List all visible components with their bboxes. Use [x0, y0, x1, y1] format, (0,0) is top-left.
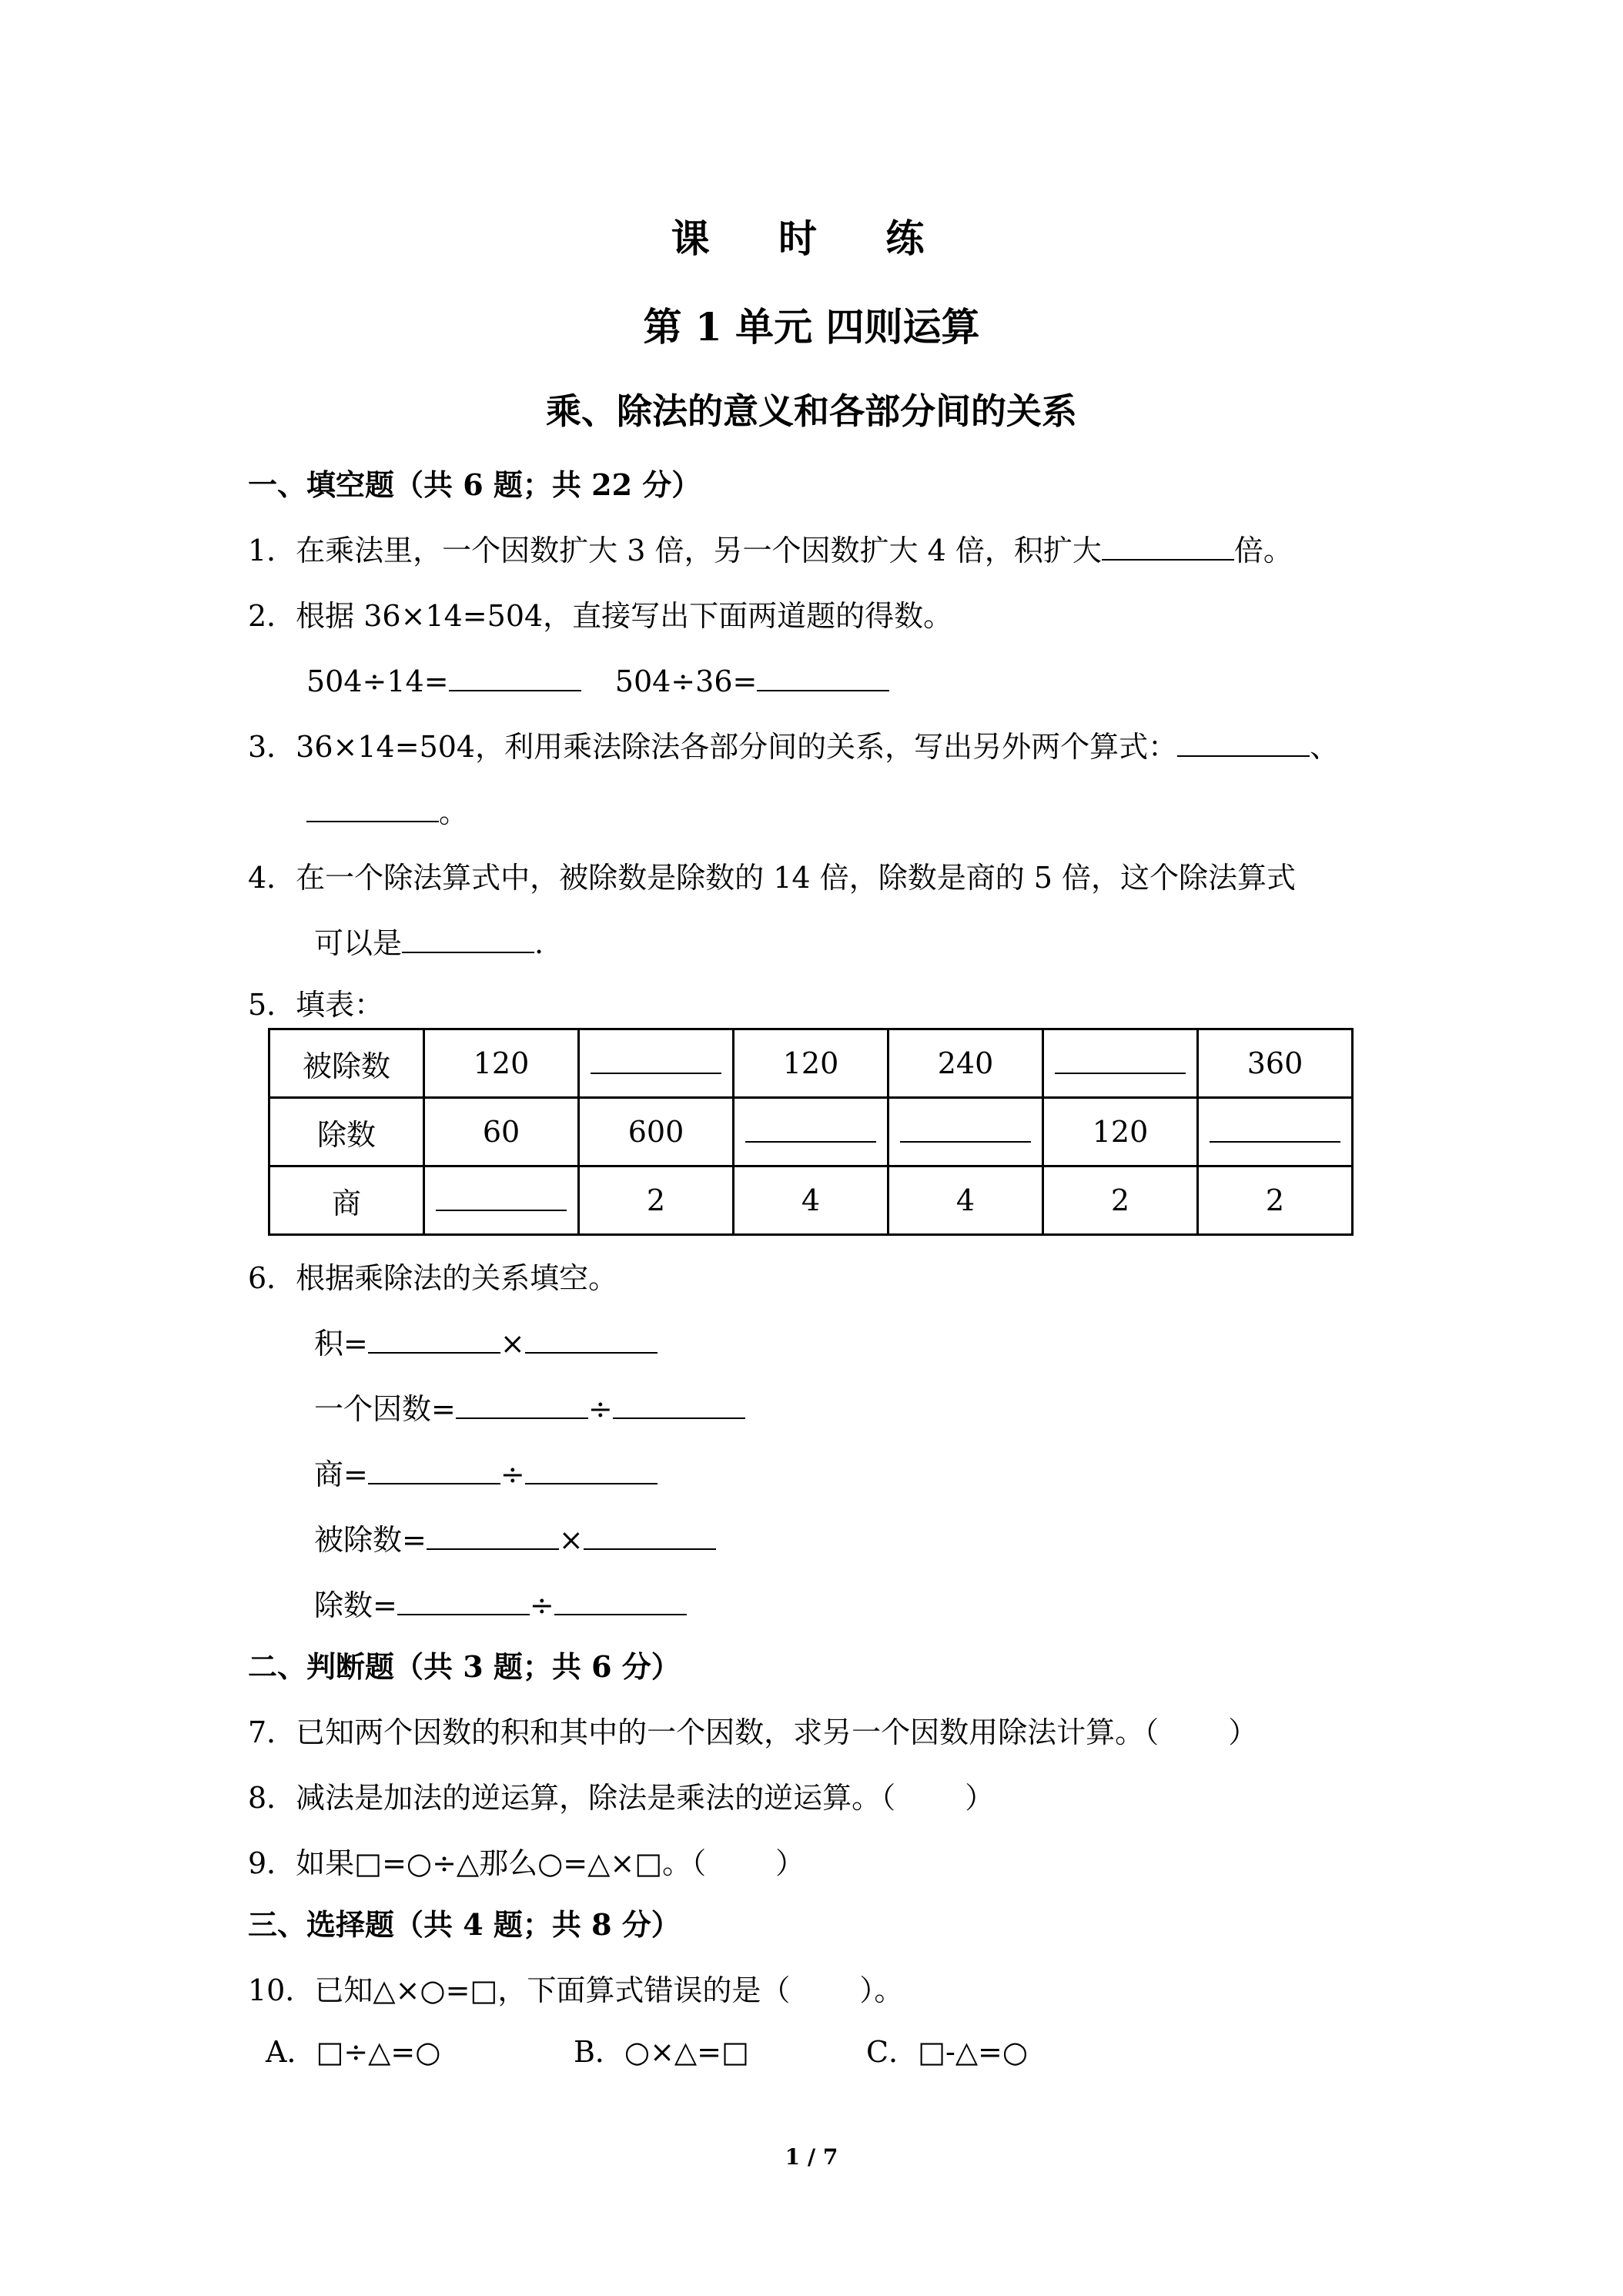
q6-line-1 [314, 1324, 658, 1363]
q6-line-5 [314, 1586, 687, 1625]
question-3 [248, 728, 1339, 766]
table-cell [579, 1029, 734, 1098]
table-cell: 商 [269, 1166, 424, 1235]
table-cell: 600 [579, 1098, 734, 1166]
table-cell: 2 [1043, 1166, 1198, 1235]
times-symbol: × [500, 1327, 525, 1361]
fill-table [268, 1028, 1354, 1236]
answer-blank[interactable] [402, 925, 534, 953]
section2-heading: 二、判断题（共 3 题；共 6 分） [248, 1649, 681, 1684]
table-cell [1198, 1098, 1353, 1166]
question-7 [248, 1713, 1257, 1752]
question-2-items [306, 662, 889, 701]
question-4-line2 [314, 924, 544, 962]
table-row [269, 1098, 1353, 1166]
q4-line2: 可以是 [314, 926, 403, 960]
answer-blank[interactable] [1055, 1046, 1186, 1074]
table-cell [1043, 1029, 1198, 1098]
doc-title: 课 时 练 [671, 216, 952, 261]
table-cell: 2 [579, 1166, 734, 1235]
table-cell: 4 [888, 1166, 1043, 1235]
answer-blank[interactable] [449, 664, 581, 691]
q6-l2: 一个因数= [314, 1392, 456, 1426]
option-c[interactable]: C．□-△=○ [866, 2035, 1029, 2069]
page-number: 1 / 7 [785, 2144, 838, 2170]
answer-blank[interactable] [456, 1391, 588, 1419]
q3-text: 3．36×14=504，利用乘法除法各部分间的关系，写出另外两个算式： [248, 730, 1178, 764]
q6-line-2 [314, 1390, 745, 1428]
q3-end: 。 [439, 795, 469, 829]
table-cell: 被除数 [269, 1029, 424, 1098]
q6-l4: 被除数= [314, 1523, 427, 1557]
table-row [269, 1029, 1353, 1098]
table-cell: 120 [1043, 1098, 1198, 1166]
q9-end: ） [775, 1846, 805, 1880]
table-cell: 240 [888, 1029, 1043, 1098]
q3-sep: 、 [1310, 730, 1340, 764]
table-cell: 120 [734, 1029, 888, 1098]
q6-l3: 商= [314, 1458, 368, 1491]
answer-blank[interactable] [1102, 533, 1234, 561]
answer-blank[interactable] [900, 1115, 1031, 1143]
answer-blank[interactable] [757, 664, 889, 691]
answer-blank[interactable] [525, 1457, 658, 1484]
question-5: 5．填表： [248, 988, 384, 1022]
question-10 [248, 1971, 903, 2010]
question-8 [248, 1779, 994, 1817]
q6-line-3 [314, 1455, 658, 1494]
table-cell: 360 [1198, 1029, 1353, 1098]
table-cell: 120 [424, 1029, 579, 1098]
div-symbol: ÷ [529, 1588, 554, 1622]
table-cell [734, 1098, 888, 1166]
lesson-title: 乘、除法的意义和各部分间的关系 [546, 390, 1077, 432]
table-cell: 4 [734, 1166, 888, 1235]
q6-l1: 积= [314, 1327, 368, 1361]
q1-after: 倍。 [1233, 534, 1293, 567]
div-symbol: ÷ [500, 1458, 525, 1491]
answer-blank[interactable] [1210, 1115, 1340, 1143]
table-cell: 60 [424, 1098, 579, 1166]
answer-blank[interactable] [436, 1183, 567, 1211]
q10-end: ）。 [859, 1973, 904, 2007]
answer-blank[interactable] [745, 1115, 876, 1143]
answer-blank[interactable] [1177, 729, 1310, 757]
question-6: 6．根据乘除法的关系填空。 [248, 1261, 618, 1295]
table-cell [424, 1166, 579, 1235]
question-9 [248, 1844, 805, 1883]
answer-blank[interactable] [306, 795, 439, 822]
q7-text: 7．已知两个因数的积和其中的一个因数，求另一个因数用除法计算。（ [248, 1715, 1160, 1749]
answer-blank[interactable] [368, 1326, 500, 1354]
table-cell: 除数 [269, 1098, 424, 1166]
table-cell: 2 [1198, 1166, 1353, 1235]
option-b[interactable]: B．○×△=□ [574, 2035, 749, 2069]
answer-blank[interactable] [427, 1522, 559, 1550]
question-2: 2．根据 36×14=504，直接写出下面两道题的得数。 [248, 599, 953, 633]
q7-end: ） [1228, 1715, 1258, 1749]
question-4: 4．在一个除法算式中，被除数是除数的 14 倍，除数是商的 5 倍，这个除法算式 [248, 861, 1297, 895]
unit-title: 第 1 单元 四则运算 [643, 304, 980, 350]
table-cell [888, 1098, 1043, 1166]
answer-blank[interactable] [554, 1588, 687, 1615]
section3-heading: 三、选择题（共 4 题；共 8 分） [248, 1907, 681, 1942]
option-a[interactable]: A．□÷△=○ [266, 2035, 441, 2069]
table-row [269, 1166, 1353, 1235]
q1-text: 1．在乘法里，一个因数扩大 3 倍，另一个因数扩大 4 倍，积扩大 [248, 534, 1102, 567]
q8-text: 8．减法是加法的逆运算，除法是乘法的逆运算。（ [248, 1781, 896, 1815]
answer-blank[interactable] [525, 1326, 658, 1354]
div-symbol: ÷ [587, 1392, 613, 1426]
question-1 [248, 531, 1293, 570]
answer-blank[interactable] [584, 1522, 716, 1550]
q6-l5: 除数= [314, 1588, 397, 1622]
times-symbol: × [558, 1523, 584, 1557]
q6-line-4 [314, 1521, 716, 1559]
q8-end: ） [965, 1781, 995, 1815]
answer-blank[interactable] [591, 1046, 721, 1074]
section1-heading: 一、填空题（共 6 题；共 22 分） [248, 467, 701, 502]
answer-blank[interactable] [368, 1457, 500, 1484]
q4-end: . [534, 926, 544, 960]
answer-blank[interactable] [397, 1588, 530, 1615]
question-3-line2 [306, 793, 468, 832]
q10-text: 10．已知△×○=□，下面算式错误的是（ [248, 1973, 791, 2007]
answer-blank[interactable] [613, 1391, 745, 1419]
q2-a: 504÷14= [306, 664, 449, 698]
q9-text: 9．如果□=○÷△那么○=△×□。（ [248, 1846, 707, 1880]
q2-b: 504÷36= [614, 664, 758, 698]
